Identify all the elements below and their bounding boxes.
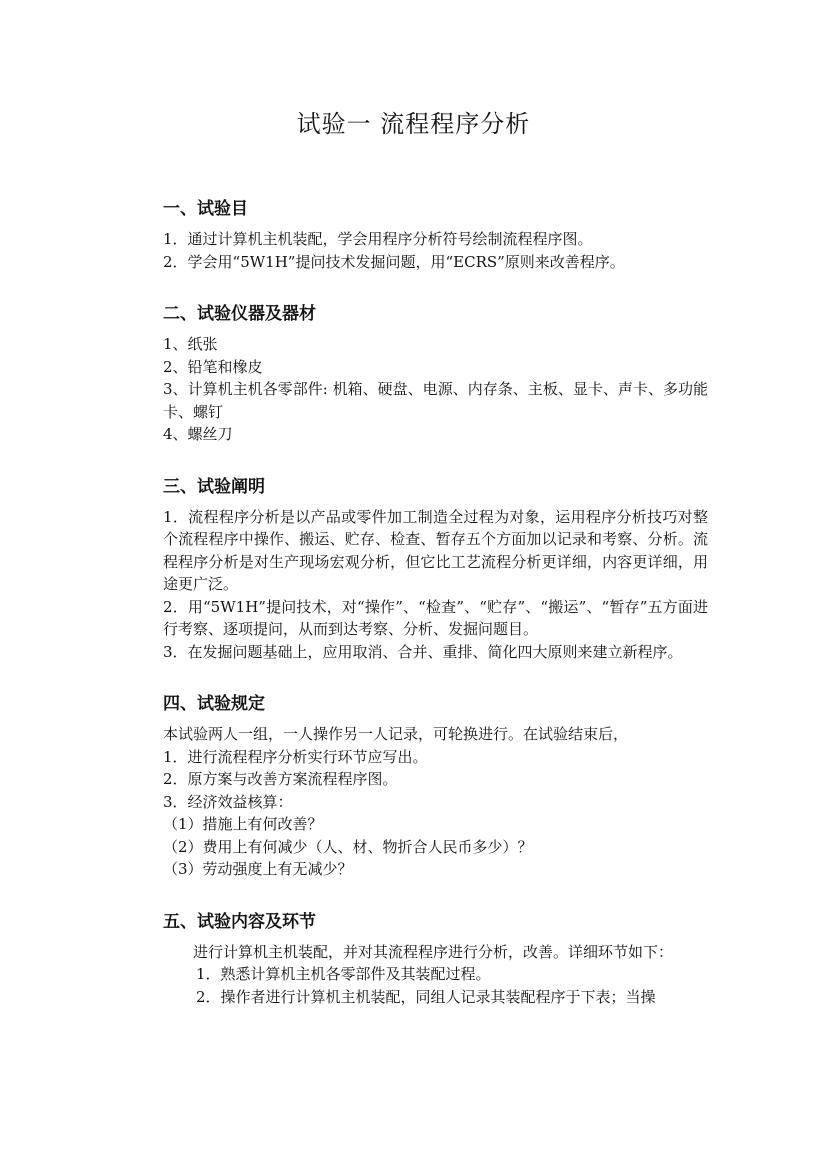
list-item: 3．经济效益核算：	[163, 792, 293, 811]
list-item: （3）劳动强度上有无减少？	[163, 860, 353, 878]
paragraph: 1．流程程序分析是以产品或零件加工制造全过程为对象，运用程序分析技巧对整个流程程序中操作、搬运、贮存、检查、暂存五个方面加以记录和考察、分析。流程程序分析是对生产现场宏观分析，但它比工艺流程分析更详细，内容更详细，用途更广泛。	[163, 507, 708, 593]
paragraph: 进行计算机主机装配，并对其流程程序进行分析，改善。详细环节如下：	[193, 942, 674, 961]
document-title: 试验一 流程程序分析	[296, 110, 531, 138]
section-heading: 五、试验内容及环节	[163, 911, 316, 932]
list-item: 2、铅笔和橡皮	[163, 357, 263, 376]
list-item: （1）措施上有何改善？	[163, 815, 323, 833]
list-item: 1．熟悉计算机主机各零部件及其装配过程。	[196, 965, 491, 983]
list-item: 4、螺丝刀	[163, 425, 233, 443]
section-explanation	[163, 474, 708, 664]
section-heading: 三、试验阐明	[163, 476, 265, 497]
section-requirements	[163, 691, 708, 881]
section-equipment	[163, 301, 708, 446]
section-content-steps	[163, 909, 708, 1009]
section-heading: 一、试验目	[163, 199, 248, 219]
paragraph: 3．在发掘问题基础上，应用取消、合并、重排、简化四大原则来建立新程序。	[163, 642, 683, 661]
list-item: 2．操作者进行计算机主机装配，同组人记录其装配程序于下表；当操	[196, 987, 656, 1006]
paragraph: 2．用“5W1H”提问技术，对“操作”、“检查”、“贮存”、“搬运”、“暂存”五方面进行考察、逐项提问，从而到达考察、分析、发掘问题目。	[163, 597, 708, 638]
list-item: （2）费用上有何减少（人、材、物折合人民币多少）？	[163, 837, 533, 856]
section-heading: 四、试验规定	[163, 694, 265, 714]
section-objectives	[163, 196, 708, 273]
list-item: 1．通过计算机主机装配，学会用程序分析符号绘制流程程序图。	[163, 230, 593, 248]
list-item: 3、计算机主机各零部件: 机箱、硬盘、电源、内存条、主板、显卡、声卡、多功能卡、螺钉	[163, 380, 708, 421]
paragraph: 本试验两人一组，一人操作另一人记录，可轮换进行。在试验结束后，	[163, 725, 629, 743]
list-item: 2．原方案与改善方案流程程序图。	[163, 770, 398, 788]
list-item: 1、纸张	[163, 335, 218, 353]
document-body	[163, 196, 708, 1008]
list-item: 1．进行流程程序分析实行环节应写出。	[163, 747, 428, 766]
list-item: 2．学会用“5W1H”提问技术发掘问题，用“ECRS”原则来改善程序。	[163, 252, 625, 271]
section-heading: 二、试验仪器及器材	[163, 304, 316, 324]
